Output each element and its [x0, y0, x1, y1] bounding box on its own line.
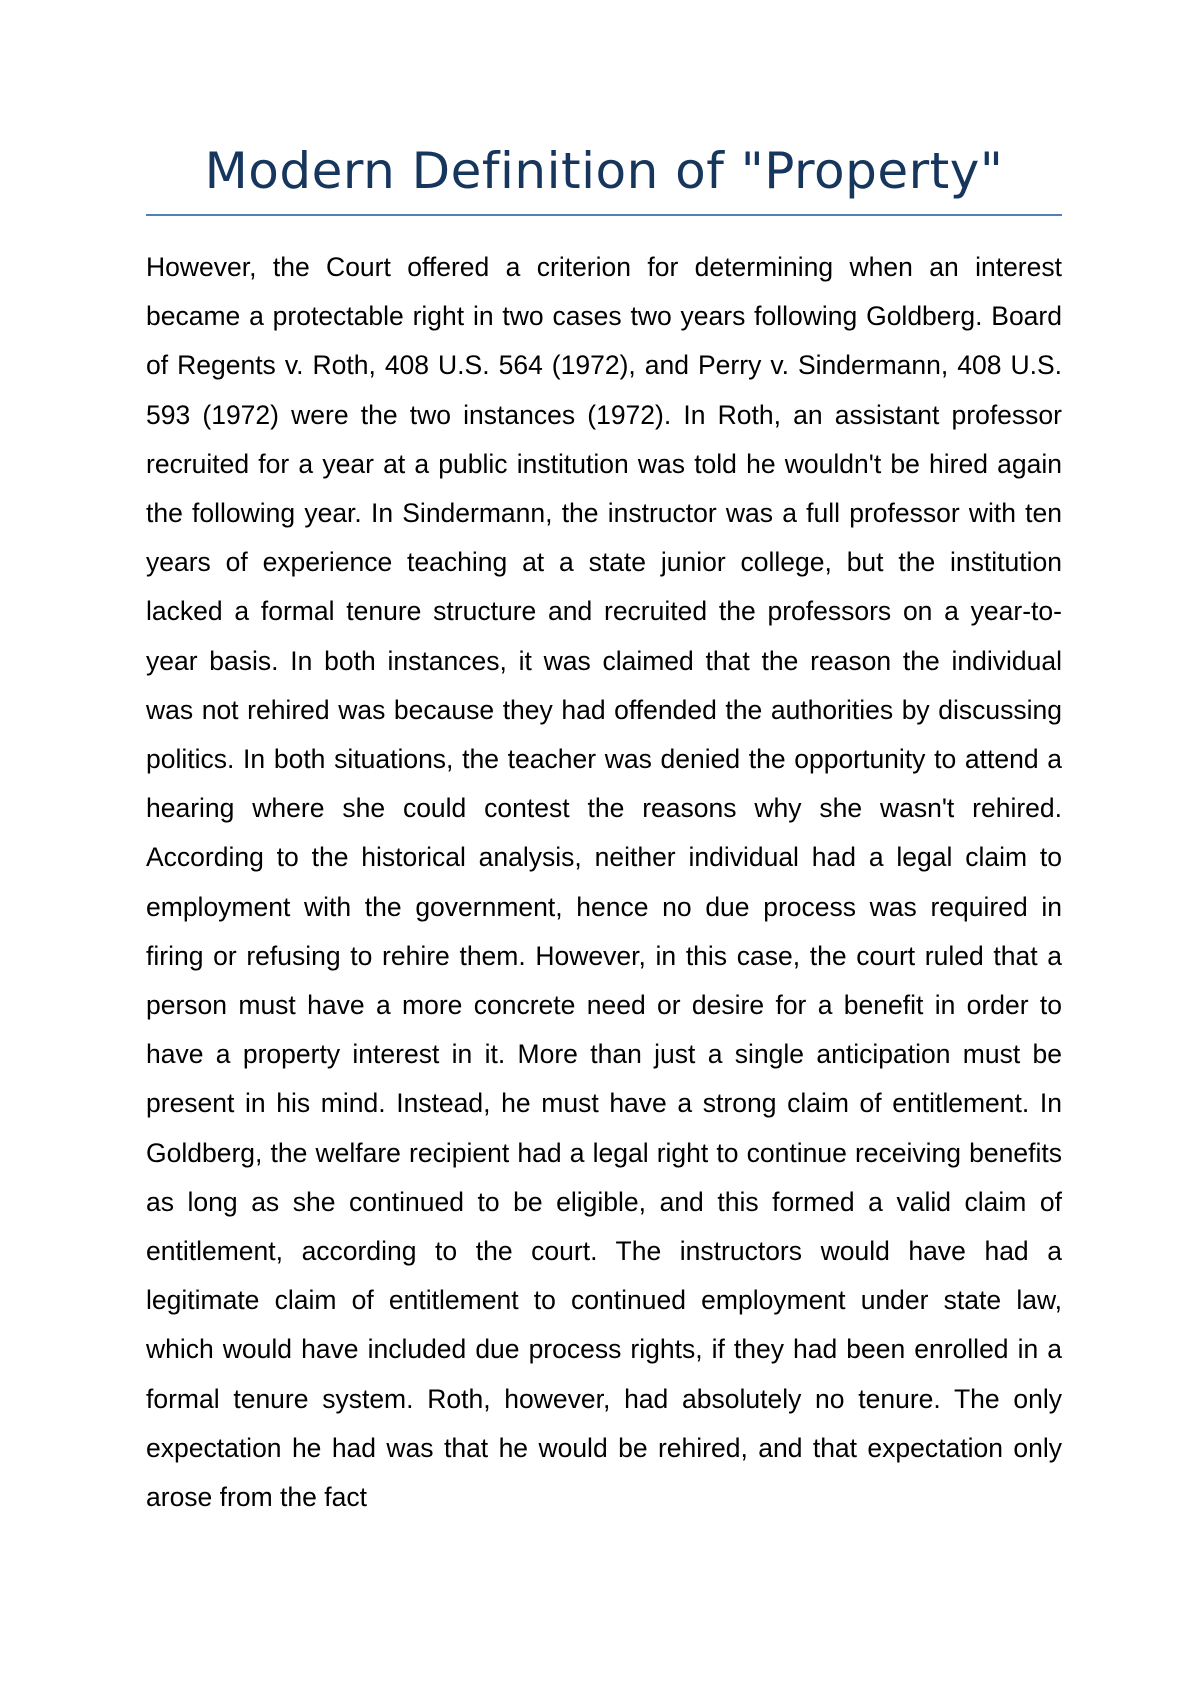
body-paragraph: However, the Court offered a criterion for determining when an interest became a protectable right in two cases two years following Goldberg. Board of Regents v. Roth, 408 U.S. 564 (1972), and Perry v. Sindermann, 408 U.S. 593 (1972) were the two instances (1972). In Roth, an assistant professor recruited for a year at a public institution was told he wouldn't be hired again the following year. In Sindermann, the instructor was a full professor with ten years of experience teaching at a state junior college, but the institution lacked a formal tenure structure and recruited the professors on a year-to-year basis. In both instances, it was claimed that the reason the individual was not rehired was because they had offended the authorities by discussing politics. In both situations, the teacher was denied the opportunity to attend a hearing where she could contest the reasons why she wasn't rehired. According to the historical analysis, neither individual had a legal claim to employment with the government, hence no due process was required in firing or refusing to rehire them. However, in this case, the court ruled that a person must have a more concrete need or desire for a benefit in order to have a property interest in it. More than just a single anticipation must be present in his mind. Instead, he must have a strong claim of entitlement. In Goldberg, the welfare recipient had a legal right to continue receiving benefits as long as she continued to be eligible, and this formed a valid claim of entitlement, according to the court. The instructors would have had a legitimate claim of entitlement to continued employment under state law, which would have included due process rights, if they had been enrolled in a formal tenure system. Roth, however, had absolutely no tenure. The only expectation he had was that he would be rehired, and that expectation only arose from the fact — [146, 252, 1062, 1513]
page-title: Modern Definition of "Property" — [204, 142, 1004, 200]
title-underline — [146, 214, 1062, 216]
